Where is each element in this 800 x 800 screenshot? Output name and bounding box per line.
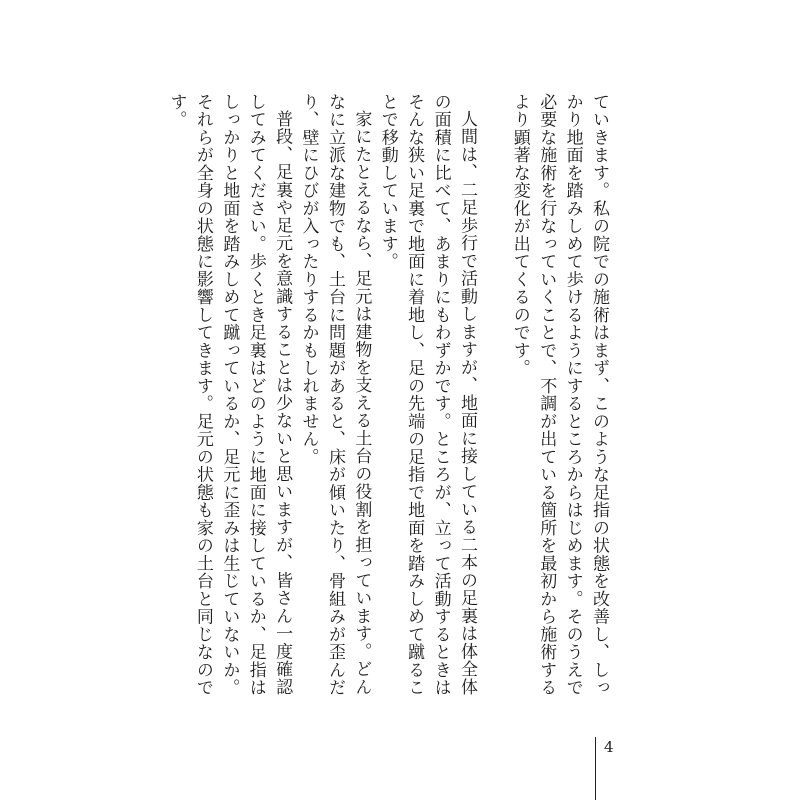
paragraph-2: 人間は、二足歩行で活動しますが、地面に接している二本の足裏は体全体の面積に比べて、あまりにもわずかです。ところが、立って活動するときはそんな狭い足裏で地面に着地し、足の先端の足指で地面を踏みしめて蹴ることで移動しています。	[377, 93, 477, 697]
paragraph-3: 家にたとえるなら、足元は建物を支える土台の役割を担っています。どんなに立派な建物でも、土台に問題があると、床が傾いたり、骨組みが歪んだり、壁にひびが入ったりするかもしれません。	[298, 93, 372, 697]
folio-rule	[595, 737, 596, 800]
paragraph-gap	[480, 93, 506, 110]
paragraph-1: ていきます。私の院での施術はまず、このような足指の状態を改善し、しっかり地面を踏みしめて歩けるようにするところからはじめます。そのうえで必要な施術を行なっていくことで、不調が出ている箇所を最初から施術するより顕著な変化が出てくるのです。	[509, 93, 609, 697]
vertical-text-block	[163, 93, 612, 713]
paragraph-4: 普段、足裏や足元を意識することは少ないと思いますが、皆さん一度確認してみてください。歩くとき足裏はどのように地面に接しているか、足指はしっかりと地面を踏みしめて蹴っているか、足元に歪みは生じていないか。それらが全身の状態に影響してきます。足元の状態も家の土台と同じなのです。	[166, 93, 293, 697]
page-number: 4	[604, 738, 614, 756]
